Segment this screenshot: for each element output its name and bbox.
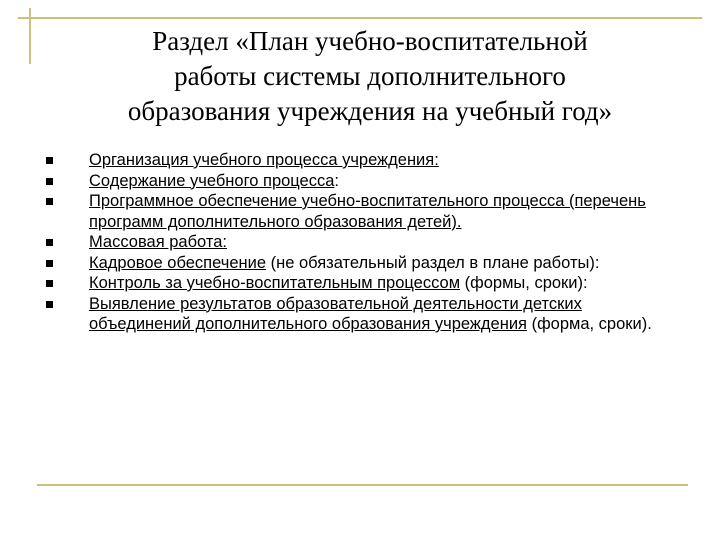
bullet-underlined-text: Программное обеспечение учебно-воспитательного процесса (перечень программ дополнительного образования детей). — [89, 192, 646, 231]
bullet-item — [46, 294, 686, 335]
bullet-item — [46, 191, 686, 232]
left-rule — [29, 8, 31, 64]
title-line-1: Раздел «План учебно-воспитательной — [152, 26, 588, 56]
bullet-plain-text: (форма, сроки). — [526, 315, 652, 333]
bullet-text — [89, 171, 686, 192]
bullet-underlined-text: Организация учебного процесса учреждения: — [89, 151, 439, 169]
square-bullet-icon — [46, 260, 53, 267]
square-bullet-icon — [46, 157, 53, 164]
bullet-plain-text: : — [334, 171, 340, 190]
slide-title — [40, 24, 700, 129]
title-line-3: образования учреждения на учебный год» — [127, 96, 613, 126]
square-bullet-icon — [46, 239, 53, 246]
square-bullet-icon — [46, 280, 53, 287]
bullet-text — [89, 150, 686, 171]
bullet-item — [46, 273, 686, 294]
bullet-item — [46, 232, 686, 253]
bullet-underlined-text: Контроль за учебно-воспитательным процессом — [89, 274, 461, 292]
bottom-rule — [37, 484, 688, 486]
bullet-item — [46, 253, 686, 274]
square-bullet-icon — [46, 178, 53, 185]
bullet-text — [89, 253, 686, 274]
bullet-plain-text: (не обязательный раздел в плане работы): — [266, 253, 600, 272]
bullet-list — [46, 150, 686, 335]
top-rule — [18, 17, 702, 19]
bullet-underlined-text: Массовая работа: — [89, 233, 227, 251]
bullet-underlined-text: Содержание учебного процесса — [89, 171, 335, 190]
bullet-item — [46, 150, 686, 171]
bullet-text — [89, 232, 686, 253]
square-bullet-icon — [46, 198, 53, 205]
bullet-item — [46, 171, 686, 192]
square-bullet-icon — [46, 301, 53, 308]
bullet-underlined-text: Выявление результатов образовательной деятельности детских объединений дополнительного образования учреждения — [89, 294, 582, 333]
title-line-2: работы системы дополнительного — [174, 61, 566, 91]
bullet-text — [89, 273, 686, 294]
bullet-plain-text: (формы, сроки): — [460, 274, 588, 292]
bullet-underlined-text: Кадровое обеспечение — [89, 253, 266, 272]
bullet-text — [89, 191, 686, 232]
bullet-text — [89, 294, 686, 335]
